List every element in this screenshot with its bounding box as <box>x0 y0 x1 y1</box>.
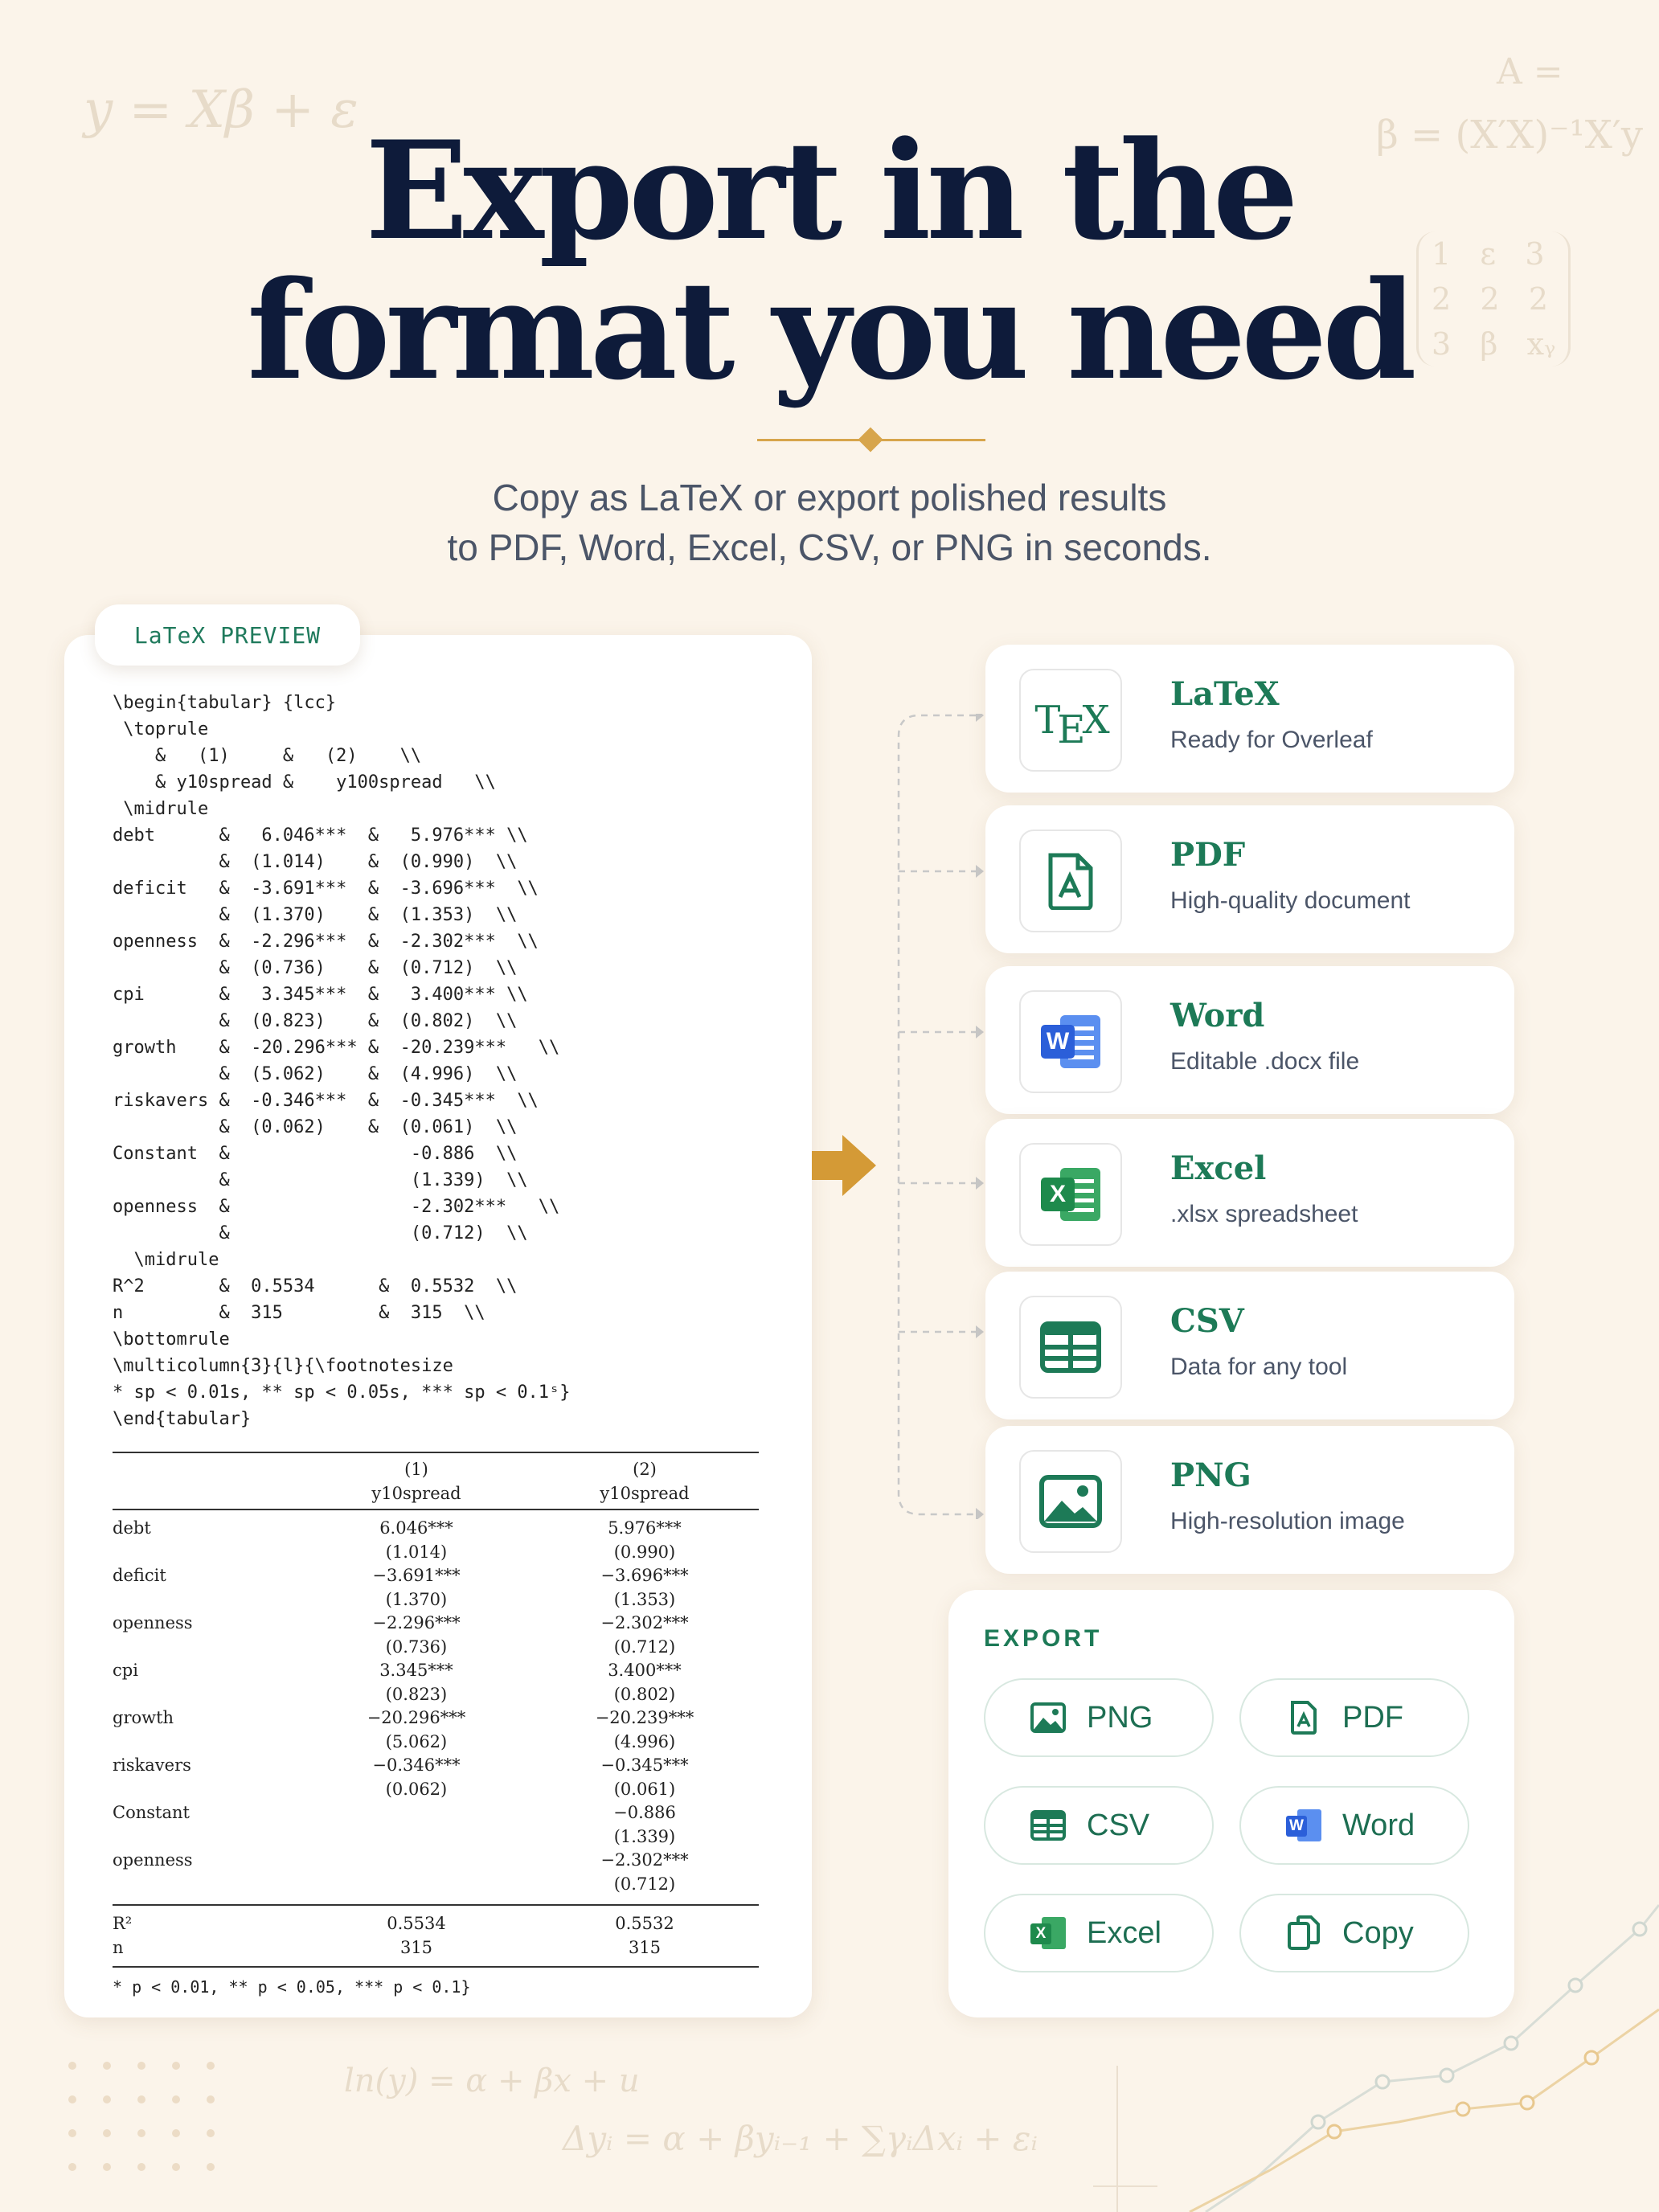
format-description: Ready for Overleaf <box>1170 727 1373 753</box>
table-row <box>113 1612 759 1636</box>
table-cell: −20.296*** <box>367 1708 466 1727</box>
format-card-word[interactable] <box>985 966 1514 1114</box>
table-cell: 0.5534 <box>387 1914 446 1933</box>
export-word-button[interactable] <box>1239 1786 1469 1865</box>
table-row <box>113 1778 759 1802</box>
table-cell <box>113 1778 302 1802</box>
table-cell: −0.886 <box>613 1803 676 1822</box>
table-note: * p < 0.01, ** p < 0.05, *** p < 0.1} <box>113 1977 471 1997</box>
latex-code-block: \begin{tabular} {lcc} \toprule & (1) & (2) \\ & y10spread & y100spread \\ \midrule debt & 6.046*** & 5.976*** \\ & (1.014) & (0.990) \\ deficit & -3.691*** & -3.696*** \\ & (1.370) & (1.353) \\ openness & -2.296*** & -2.302*** \\ & (0.736) & (0.712) \\ cpi & 3.345*** & 3.400*** \\ & (0.823) & (0.802) \\ growth & -20.296*** & -20.239*** \\ & (5.062) & (4.996) \\ riskavers & -0.346*** & -0.345*** \\ & (0.062) & (0.061) \\ Constant & -0.886 \\ & (1.339) \\ openness & -2.302*** \\ & (0.712) \\ \midrule R^2 & 0.5534 & 0.5532 \\ n & 315 & 315 \\ \bottomrule \multicolumn{3}{l}{\footnotesize * sp < 0.01s, ** sp < 0.05s, *** sp < 0.1ˢ} \end{tabular} <box>113 693 571 1429</box>
decorative-dot-grid <box>64 2058 233 2178</box>
table-cell <box>113 1683 302 1707</box>
table-row <box>113 1683 759 1707</box>
image-icon <box>1030 1700 1066 1735</box>
format-card-csv[interactable] <box>985 1272 1514 1419</box>
table-row <box>113 1659 759 1683</box>
table-row <box>113 1825 759 1849</box>
table-cell: 315 <box>399 1937 433 1957</box>
table-row <box>113 1936 759 1960</box>
table-cell: (5.062) <box>385 1731 448 1751</box>
table-cell: (0.990) <box>613 1542 676 1562</box>
table-row <box>113 1706 759 1731</box>
copy-button[interactable] <box>1239 1894 1469 1972</box>
table-cell: (0.712) <box>613 1636 676 1657</box>
table-cell: (1.014) <box>385 1542 448 1562</box>
table-cell: 315 <box>628 1937 662 1957</box>
table-body <box>113 1510 759 1906</box>
table-cell: 5.976*** <box>608 1518 682 1538</box>
table-cell: (0.802) <box>613 1684 676 1704</box>
subtitle <box>0 473 1659 572</box>
table-row <box>113 1482 759 1506</box>
table-cell: 0.5532 <box>615 1914 674 1933</box>
table-row <box>113 1801 759 1825</box>
table-row <box>113 1588 759 1612</box>
table-cell: y10spread <box>600 1483 690 1503</box>
pdf-icon <box>1286 1700 1321 1735</box>
tex-icon: TEX <box>1019 669 1122 772</box>
table-row <box>113 1636 759 1660</box>
background-formula-log: ln(y) = α + βx + u <box>344 2062 640 2099</box>
table-cell <box>113 1458 302 1482</box>
table-cell: −3.691*** <box>372 1566 461 1585</box>
table-cell: (2) <box>633 1460 657 1479</box>
rendered-results-table <box>113 1452 759 2000</box>
table-row <box>113 1458 759 1482</box>
table-row <box>113 1873 759 1897</box>
table-cell <box>113 1731 302 1755</box>
subtitle-line-1: Copy as LaTeX or export polished results <box>492 477 1167 518</box>
background-formula-ols: β = (X′X)⁻¹X′y <box>1376 113 1643 158</box>
table-cell: 3.345*** <box>379 1661 453 1680</box>
format-card-excel[interactable] <box>985 1119 1514 1267</box>
table-row <box>113 1912 759 1936</box>
table-cell: (0.712) <box>613 1874 676 1894</box>
format-name: LaTeX <box>1170 675 1280 713</box>
export-csv-button[interactable] <box>984 1786 1214 1865</box>
table-cell: (1.370) <box>385 1589 448 1609</box>
format-card-pdf[interactable] <box>985 805 1514 953</box>
table-cell: debt <box>113 1518 151 1538</box>
table-cell <box>113 1482 302 1506</box>
background-formula-regression: y = Xβ + ε <box>84 80 358 140</box>
table-cell: y10spread <box>371 1483 461 1503</box>
matrix-row: 1 ε 3 <box>1432 236 1545 272</box>
table-row <box>113 1754 759 1778</box>
table-row <box>113 1541 759 1565</box>
table-cell <box>302 1849 530 1873</box>
page-title <box>0 111 1659 410</box>
format-description: Editable .docx file <box>1170 1048 1360 1075</box>
table-cell: −20.239*** <box>595 1708 694 1727</box>
format-name: Excel <box>1170 1149 1267 1187</box>
button-label: Excel <box>1087 1915 1161 1950</box>
table-cell: openness <box>113 1850 193 1870</box>
table-cell: R² <box>113 1914 133 1933</box>
table-cell: −2.296*** <box>372 1613 461 1632</box>
format-description: High-quality document <box>1170 887 1411 914</box>
table-cell: deficit <box>113 1566 166 1585</box>
format-description: High-resolution image <box>1170 1508 1405 1534</box>
excel-icon: X <box>1030 1915 1066 1951</box>
table-cell: −0.345*** <box>600 1755 689 1775</box>
export-png-button[interactable] <box>984 1678 1214 1757</box>
connector-lines <box>895 714 984 1519</box>
format-description: Data for any tool <box>1170 1354 1348 1380</box>
table-cell <box>113 1873 302 1897</box>
button-label: Copy <box>1342 1915 1414 1950</box>
button-label: PNG <box>1087 1700 1153 1735</box>
table-cell <box>113 1541 302 1565</box>
latex-preview-tab[interactable]: LaTeX PREVIEW <box>95 604 360 666</box>
matrix-row: 2 2 2 <box>1432 281 1549 317</box>
table-cell: −0.346*** <box>372 1755 461 1775</box>
background-formula-dynamic: Δyᵢ = α + βyᵢ₋₁ + ∑γᵢΔxᵢ + εᵢ <box>563 2119 1038 2158</box>
excel-icon: X <box>1019 1143 1122 1246</box>
title-line-1: Export in the <box>365 111 1294 270</box>
format-name: Word <box>1170 997 1265 1034</box>
format-name: CSV <box>1170 1302 1244 1340</box>
table-cell: (0.062) <box>385 1779 448 1799</box>
table-cell: n <box>113 1937 124 1957</box>
background-formula-a: A = <box>1497 51 1563 92</box>
table-cell: Constant <box>113 1803 190 1822</box>
table-row <box>113 1849 759 1873</box>
format-name: PDF <box>1170 836 1246 874</box>
button-label: CSV <box>1087 1808 1150 1842</box>
table-cell: 6.046*** <box>379 1518 453 1538</box>
button-label: Word <box>1342 1808 1415 1842</box>
table-cell: −2.302*** <box>600 1613 689 1632</box>
pdf-icon <box>1019 830 1122 932</box>
table-row <box>113 1517 759 1541</box>
format-name: PNG <box>1170 1456 1251 1494</box>
table-cell: (4.996) <box>613 1731 676 1751</box>
table-icon <box>1030 1808 1066 1843</box>
word-icon: W <box>1019 990 1122 1093</box>
table-icon <box>1019 1296 1122 1399</box>
table-row <box>113 1564 759 1588</box>
table-cell: cpi <box>113 1661 138 1680</box>
table-cell <box>113 1636 302 1660</box>
table-cell <box>302 1873 530 1897</box>
table-cell <box>113 1588 302 1612</box>
format-card-latex[interactable] <box>985 645 1514 793</box>
table-cell <box>113 1825 302 1849</box>
table-cell: −2.302*** <box>600 1850 689 1870</box>
table-cell: (1) <box>404 1460 428 1479</box>
title-line-2: format you need <box>247 251 1412 410</box>
button-label: PDF <box>1342 1700 1403 1735</box>
format-card-png[interactable] <box>985 1426 1514 1574</box>
table-cell: growth <box>113 1708 174 1727</box>
matrix-row: 3 β xᵧ <box>1432 326 1556 362</box>
table-cell <box>302 1801 530 1825</box>
image-icon <box>1019 1450 1122 1553</box>
table-cell: openness <box>113 1613 193 1632</box>
export-label: EXPORT <box>984 1625 1103 1652</box>
table-cell: (0.061) <box>613 1779 676 1799</box>
arrow-right-icon <box>812 1135 876 1196</box>
table-footer <box>113 1906 759 1968</box>
table-cell: (0.736) <box>385 1636 448 1657</box>
export-panel <box>948 1590 1514 2017</box>
copy-icon <box>1286 1915 1321 1951</box>
table-cell: (1.339) <box>613 1826 676 1846</box>
export-pdf-button[interactable] <box>1239 1678 1469 1757</box>
divider-diamond <box>858 427 883 452</box>
table-cell: (1.353) <box>613 1589 676 1609</box>
format-description: .xlsx spreadsheet <box>1170 1201 1358 1227</box>
subtitle-line-2: to PDF, Word, Excel, CSV, or PNG in seconds. <box>447 526 1212 568</box>
table-cell <box>302 1825 530 1849</box>
table-cell: riskavers <box>113 1755 191 1775</box>
table-cell: (0.823) <box>385 1684 448 1704</box>
table-cell: 3.400*** <box>608 1661 682 1680</box>
word-icon: W <box>1286 1808 1321 1843</box>
table-row <box>113 1731 759 1755</box>
table-header <box>113 1453 759 1510</box>
table-cell: −3.696*** <box>600 1566 689 1585</box>
export-excel-button[interactable] <box>984 1894 1214 1972</box>
